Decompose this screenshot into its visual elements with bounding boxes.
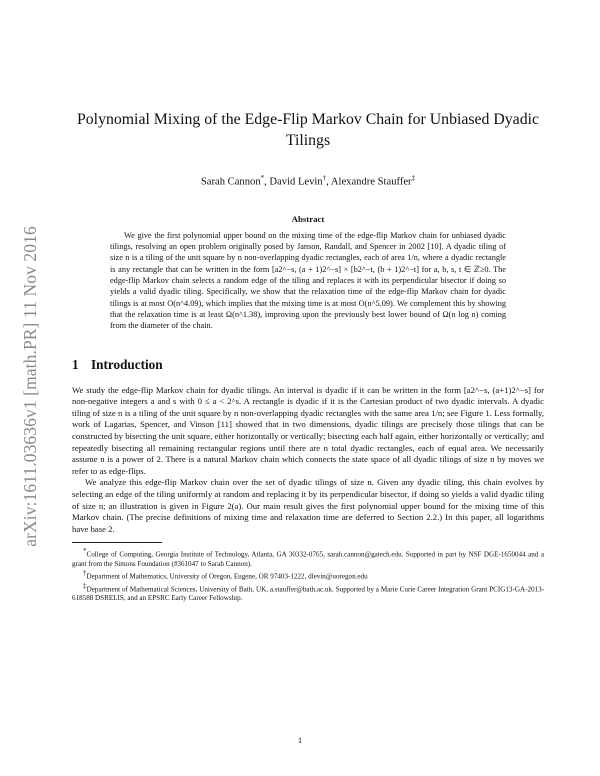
footnote [72,547,544,569]
footnote-text: Department of Mathematical Sciences, University of Bath, UK, a.stauffer@bath.ac.uk. Supported by a Marie Curie Career Integration Grant PCIG13-GA-2013-618588 DSRELIS, and an EPSRC Early Career Fellowship. [72,585,544,603]
author-list [72,174,544,188]
section-heading [72,357,544,373]
author-footnote-mark: ‡ [411,174,416,182]
page [72,0,544,603]
section-number: 1 [72,356,79,372]
footnote-mark: * [83,547,87,556]
author-name: Sarah Cannon [200,176,261,188]
arxiv-stamp [14,186,46,586]
author-separator: , [326,176,331,188]
body-paragraph: We study the edge-flip Markov chain for dyadic tilings. An interval is dyadic if it can be written in the form [a2^−s, (a+1)2^−s] for non-negative integers a and s with 0 ≤ a < 2^s. A rectangle is dyadic if it is the Cartesian product of two dyadic intervals. A dyadic tiling of size n is a tiling of the unit square by n non-overlapping dyadic rectangles with the same area 1/n; see Figure 1. Less formally, work of Lagarias, Spencer, and Vinson [11] showed that in two dimensions, dyadic tilings are precisely those tilings that can be constructed by bisecting the unit square, either horizontally or vertically; bisecting each half again, either horizontally or vertically; and repeatedly bisecting all remaining rectangular regions until there are n total dyadic rectangles, each of equal area. We necessarily assume n is a power of 2. There is a natural Markov chain which connects the state space of all dyadic tilings of size n by moves we refer to as edge-flips. [72,384,544,476]
author-footnote-mark: † [322,174,327,182]
abstract-heading: Abstract [291,213,325,224]
author-footnote-mark: * [260,174,265,182]
paper-title: Polynomial Mixing of the Edge-Flip Markov Chain for Unbiased Dyadic Tilings [77,111,539,149]
body-paragraph: We analyze this edge-flip Markov chain over the set of dyadic tilings of size n. Given any dyadic tiling, this chain evolves by selecting an edge of the tiling uniformly at random and replacing it by its perpendicular bisector, if doing so yields a valid dyadic tiling of size n; an illustration is given in Figure 2(a). Our main result gives the first polynomial upper bound for the mixing time of this Markov chain. (The precise definitions of mixing time and relaxation time are deferred to Section 2.2.) In this paper, all logarithms have base 2. [72,477,544,534]
section-title: Introduction [91,356,163,372]
footnote-rule [72,542,162,543]
author-name: David Levin [269,176,323,188]
footnote [72,582,544,604]
page-number: 1 [297,735,303,745]
abstract-body: We give the first polynomial upper bound on the mixing time of the edge-flip Markov chain for unbiased dyadic tilings, resolving an open problem originally posed by Janson, Randall, and Spencer in 2002 [10]. A dyadic tiling of size n is a tiling of the unit square by n non-overlapping dyadic rectangles, each of area 1/n, where a dyadic rectangle is any rectangle that can be written in the form [a2^−s, (a + 1)2^−s] × [b2^−t, (b + 1)2^−t] for a, b, s, t ∈ ℤ≥0. The edge-flip Markov chain selects a random edge of the tiling and replaces it with its perpendicular bisector if doing so yields a valid dyadic tiling. Specifically, we show that the relaxation time of the edge-flip Markov chain for dyadic tilings is at most O(n^4.09), which implies that the mixing time is at most O(n^5.09). We complement this by showing that the relaxation time is at least Ω(n^1.38), improving upon the previously best lower bound of Ω(n log n) coming from the diameter of the chain. [110,230,506,331]
footnote [72,569,544,582]
author-separator: , [264,176,270,188]
footnote-text: College of Computing, Georgia Institute of Technology, Atlanta, GA 30332-0765, sarah.cannon@gatech.edu. Supported in part by NSF DGE-1650044 and a grant from the Simons Foundation (#361047 to Sarah Cannon). [72,550,544,568]
author-name: Alexandre Stauffer [330,176,412,188]
footnote-mark: † [83,569,87,578]
footnotes [72,547,544,603]
arxiv-stamp-text: arXiv:1611.03636v1 [math.PR] 11 Nov 2016 [19,225,40,547]
footnote-mark: ‡ [83,581,87,590]
footnote-text: Department of Mathematics, University of Oregon, Eugene, OR 97403-1222, dlevin@uoregon.edu [86,572,368,581]
